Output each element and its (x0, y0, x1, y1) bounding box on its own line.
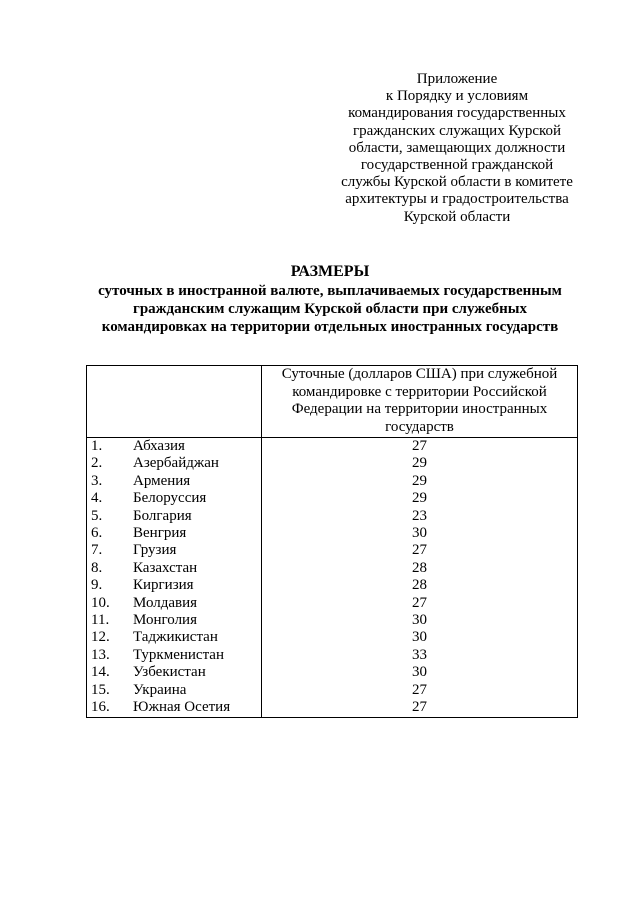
table-row (87, 560, 578, 577)
row-number: 8. (91, 559, 103, 576)
document-heading (40, 262, 620, 336)
appendix-line: гражданских служащих Курской (352, 122, 562, 139)
country-cell (87, 525, 262, 542)
country-cell (87, 647, 262, 664)
daily-allowance-value: 23 (262, 508, 578, 525)
country-cell (87, 473, 262, 490)
country-name: Грузия (133, 542, 177, 559)
row-number: 9. (91, 577, 103, 594)
table-header-row (87, 366, 578, 438)
country-cell (87, 508, 262, 525)
daily-allowance-value: 27 (262, 542, 578, 559)
daily-allowance-value: 30 (262, 525, 578, 542)
row-number: 7. (91, 542, 103, 559)
country-cell (87, 490, 262, 507)
country-name: Туркменистан (133, 646, 224, 663)
row-number: 16. (91, 699, 110, 716)
document-subtitle-line: гражданским служащим Курской области при служебных (133, 301, 527, 317)
daily-allowance-value: 28 (262, 577, 578, 594)
daily-allowance-value: 30 (262, 629, 578, 646)
document-subtitle-line: командировках на территории отдельных иностранных государств (101, 319, 559, 335)
country-cell (87, 542, 262, 559)
country-name: Украина (133, 681, 187, 698)
daily-allowance-value: 29 (262, 473, 578, 490)
country-cell (87, 438, 262, 456)
daily-allowance-value: 30 (262, 612, 578, 629)
country-cell (87, 664, 262, 681)
table-row (87, 508, 578, 525)
table-row (87, 490, 578, 507)
daily-allowance-value: 33 (262, 647, 578, 664)
country-cell (87, 612, 262, 629)
daily-allowance-value: 27 (262, 595, 578, 612)
appendix-line: командирования государственных (348, 105, 566, 122)
table-row (87, 664, 578, 681)
appendix-line: службы Курской области в комитете (341, 174, 573, 191)
country-name: Южная Осетия (133, 699, 231, 716)
daily-allowance-value: 27 (262, 682, 578, 699)
table-row (87, 438, 578, 456)
row-number: 10. (91, 594, 110, 611)
row-number: 2. (91, 455, 103, 472)
country-name: Белоруссия (133, 490, 207, 507)
country-name: Абхазия (133, 438, 185, 454)
appendix-line: архитектуры и градостроительства (345, 191, 569, 208)
country-cell (87, 699, 262, 717)
daily-allowance-column-header: Суточные (долларов США) при служебной командировке с территории Российской Федерации на территории иностранных государств (262, 366, 578, 438)
daily-allowance-value: 27 (262, 438, 578, 456)
table-row (87, 647, 578, 664)
row-number: 13. (91, 646, 110, 663)
country-name: Таджикистан (133, 629, 218, 646)
country-name: Молдавия (133, 594, 198, 611)
table-row (87, 595, 578, 612)
row-number: 11. (91, 612, 110, 629)
country-name: Венгрия (133, 525, 187, 542)
appendix-block (326, 71, 588, 226)
row-number: 5. (91, 507, 103, 524)
daily-allowance-value: 28 (262, 560, 578, 577)
appendix-line: государственной гражданской (360, 157, 554, 174)
appendix-line: Приложение (416, 71, 498, 87)
row-number: 3. (91, 472, 103, 489)
table-row (87, 699, 578, 717)
table-row (87, 629, 578, 646)
country-cell (87, 682, 262, 699)
country-name: Азербайджан (133, 455, 219, 472)
table-row (87, 473, 578, 490)
row-number: 6. (91, 525, 103, 542)
row-number: 15. (91, 681, 110, 698)
appendix-line: к Порядку и условиям (385, 88, 529, 105)
table-row (87, 525, 578, 542)
daily-allowance-value: 27 (262, 699, 578, 717)
appendix-line: Курской области (403, 208, 511, 225)
table-corner-cell (87, 366, 262, 438)
country-cell (87, 560, 262, 577)
country-name: Болгария (133, 507, 192, 524)
country-name: Армения (133, 472, 191, 489)
table-row (87, 612, 578, 629)
row-number: 12. (91, 629, 110, 646)
country-cell (87, 577, 262, 594)
row-number: 1. (91, 438, 103, 454)
country-name: Казахстан (133, 559, 198, 576)
country-cell (87, 455, 262, 472)
country-cell (87, 595, 262, 612)
table-row (87, 577, 578, 594)
row-number: 4. (91, 490, 103, 507)
table-row (87, 682, 578, 699)
document-subtitle-line: суточных в иностранной валюте, выплачиваемых государственным (98, 283, 562, 299)
daily-allowance-value: 29 (262, 490, 578, 507)
document-title: РАЗМЕРЫ (290, 263, 370, 280)
appendix-line: области, замещающих должности (348, 139, 566, 156)
country-name: Узбекистан (133, 664, 206, 681)
table-row (87, 542, 578, 559)
allowances-table (86, 365, 578, 718)
table-row (87, 455, 578, 472)
country-name: Киргизия (133, 577, 194, 594)
table-body (87, 438, 578, 718)
country-name: Монголия (133, 612, 197, 629)
daily-allowance-value: 30 (262, 664, 578, 681)
row-number: 14. (91, 664, 110, 681)
country-cell (87, 629, 262, 646)
daily-allowance-value: 29 (262, 455, 578, 472)
